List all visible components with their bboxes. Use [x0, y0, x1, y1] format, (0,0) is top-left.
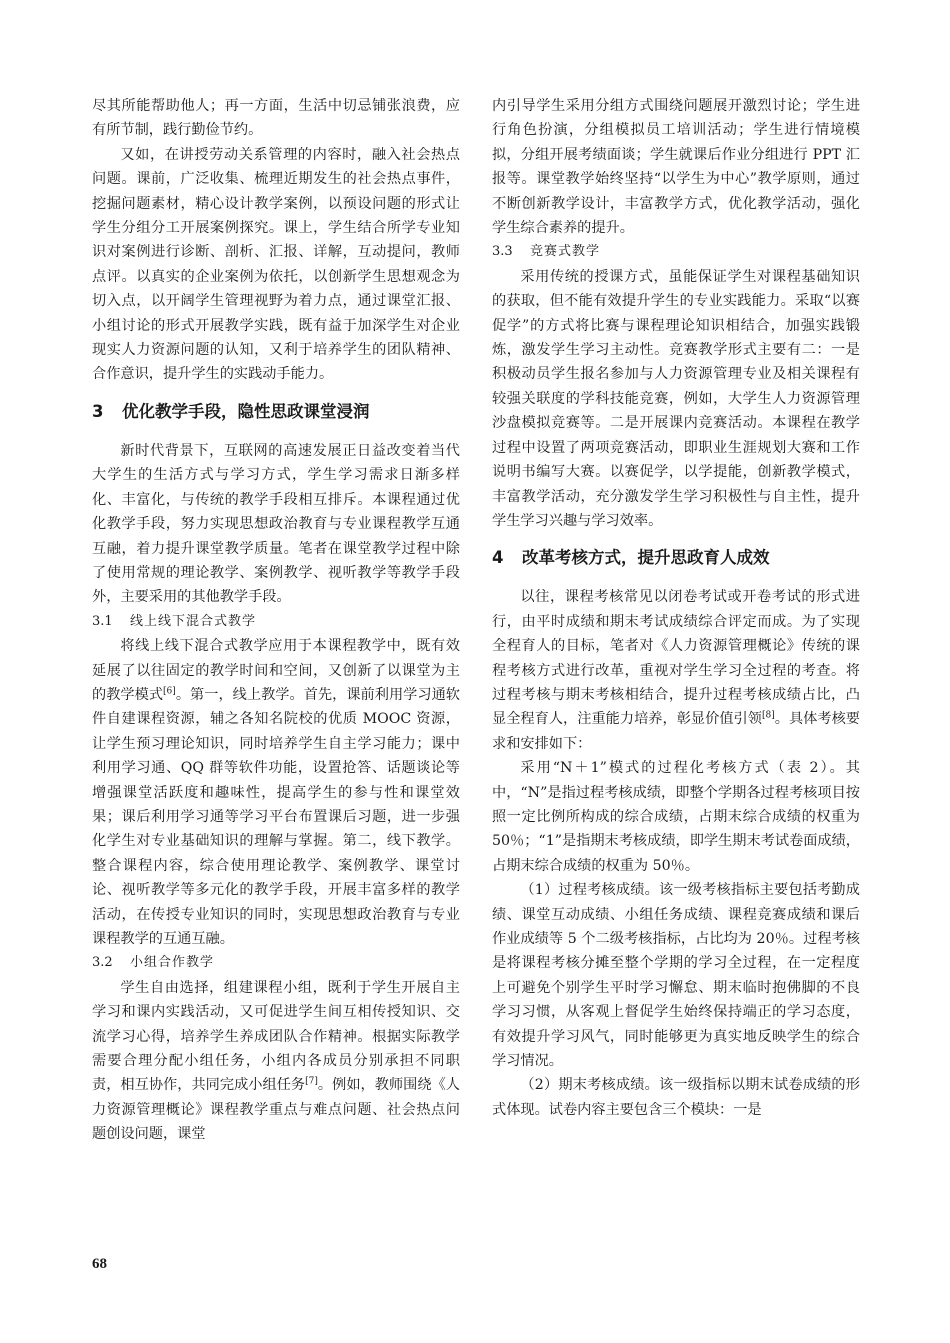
subsection-number: 3.1 — [92, 613, 113, 629]
section-number: 3 — [92, 401, 104, 421]
subsection-title: 竞赛式教学 — [530, 244, 601, 260]
right-column — [492, 94, 860, 1122]
subsection-number: 3.3 — [492, 244, 513, 260]
paragraph-text: 学生自由选择，组建课程小组，既利于学生开展自主学习和课内实践活动，又可促进学生间互相传授知识、交流学习心得，培养学生养成团队合作精神。根据实际教学需要合理分配小组任务，小组内各成员分别承担不同职责，相互协作，共同完成小组任务 — [92, 979, 460, 1094]
paragraph-blended-teaching — [92, 634, 460, 951]
subsection-title: 线上线下混合式教学 — [130, 613, 257, 629]
paragraph-text: 。具体考核要求和安排如下： — [492, 711, 860, 752]
paragraph-final-assessment: （2）期末考核成绩。该一级指标以期末试卷成绩的形式体现。试卷内容主要包含三个模块：一是 — [492, 1077, 860, 1118]
section-3-heading — [92, 399, 460, 425]
subsection-3-1-heading — [92, 610, 460, 634]
left-column — [92, 94, 460, 1147]
subsection-title: 小组合作教学 — [130, 955, 215, 971]
paragraph-text: 以往，课程考核常见以闭卷考试或开卷考试的形式进行，由平时成绩和期末考试成绩综合评定而成。为了实现全程育人的目标，笔者对《人力资源管理概论》传统的课程考核方式进行改革，重视对学生学习全过程的考查。将过程考核与期末考核相结合，提升过程考核成绩占比，凸显全程育人，注重能力培养，彰显价值引领 — [492, 589, 860, 728]
citation-ref-7[interactable]: [7] — [305, 1076, 318, 1087]
paragraph-text: 。例如，教师围绕《人力资源管理概论》课程教学重点与难点问题、社会热点问题创设问题，课堂 — [92, 1077, 460, 1143]
paragraph-competition-teaching: 采用传统的授课方式，虽能保证学生对课程基础知识的获取，但不能有效提升学生的专业实践能力。采取“以赛促学”的方式将比赛与课程理论知识相结合，加强实践锻炼，激发学生学习主动性。竞赛教学形式主要有二：一是积极动员学生报名参加与人力资源管理专业及相关课程有较强关联度的学科技能竞赛，例如，大学生人力资源管理沙盘模拟竞赛等。二是开展课内竞赛活动。本课程在教学过程中设置了两项竞赛活动，即职业生涯规划大赛和工作说明书编写大赛。以赛促学，以学提能，创新教学模式，丰富教学活动，充分激发学生学习积极性与自主性，提升学生学习兴趣与学习效率。 — [492, 268, 860, 529]
paragraph-text: 。第一，线上教学。首先，课前利用学习通软件自建课程资源，辅之各知名院校的优质 MOOC 资源，让学生预习理论知识，同时培养学生自主学习能力；课中利用学习通、QQ 群等软件功能，设置抢答、话题谈论等增强课堂活跃度和趣味性，提高学生的参与性和课堂效果；课后利用学习通等学习平台布置课后习题，进一步强化学生对专业基础知识的理解与掌握。第二，线下教学。整合课程内容，综合使用理论教学、案例教学、课堂讨论、视听教学等多元化的教学手段，开展丰富多样的教学活动，在传授专业知识的同时，实现思想政治教育与专业课程教学的互通互融。 — [92, 686, 460, 947]
section-4-heading — [492, 545, 860, 571]
page-number: 68 — [92, 1256, 107, 1272]
citation-ref-8[interactable]: [8] — [761, 710, 775, 721]
section-title: 改革考核方式，提升思政育人成效 — [522, 548, 770, 568]
paragraph-assessment-reform — [492, 585, 860, 756]
subsection-3-2-heading — [92, 951, 460, 975]
citation-ref-6[interactable]: [6] — [163, 686, 176, 697]
paragraph-n-plus-1-mode: 采用“N＋1”模式的过程化考核方式（表 2）。其中，“N”是指过程考核成绩，即整个学期各过程考核项目按照一定比例所构成的综合成绩，占期末综合成绩的权重为 50％；“1”是指期末考核成绩，即学生期末考试卷面成绩，占期末综合成绩的权重为 50％。 — [492, 760, 860, 874]
paragraph-continuation: 尽其所能帮助他人；再一方面，生活中切忌铺张浪费，应有所节制，践行勤俭节约。 — [92, 98, 460, 139]
section-number: 4 — [492, 548, 504, 568]
paragraph-group-continuation: 内引导学生采用分组方式围绕问题展开激烈讨论；学生进行角色扮演，分组模拟员工培训活动；学生进行情境模拟，分组开展考绩面谈；学生就课后作业分组进行 PPT 汇报等。课堂教学始终坚持“以学生为中心”教学原则，通过不断创新教学设计，丰富教学方式，优化教学活动，强化学生综合素养的提升。 — [492, 98, 860, 237]
subsection-number: 3.2 — [92, 955, 113, 971]
paragraph-process-assessment: （1）过程考核成绩。该一级考核指标主要包括考勤成绩、课堂互动成绩、小组任务成绩、课程竞赛成绩和课后作业成绩等 5 个二级考核指标，占比均为 20％。过程考核是将课程考核分摊至整个学期的学习全过程，在一定程度上可避免个别学生平时学习懈怠、期末临时抱佛脚的不良学习习惯，从客观上督促学生始终保持端正的学习态度，有效提升学习风气，同时能够更为真实地反映学生的综合学习情况。 — [492, 882, 860, 1070]
subsection-3-3-heading — [492, 240, 860, 264]
paragraph-group-teaching — [92, 976, 460, 1147]
section-title: 优化教学手段，隐性思政课堂浸润 — [122, 401, 370, 421]
paragraph-text: 将线上线下混合式教学应用于本课程教学中，既有效延展了以往固定的教学时间和空间，又创新了以课堂为主的教学模式 — [92, 638, 460, 703]
paragraph-labor-relations: 又如，在讲授劳动关系管理的内容时，融入社会热点问题。课前，广泛收集、梳理近期发生的社会热点事件，挖掘问题素材，精心设计教学案例，以预设问题的形式让学生分组分工开展案例探究。课上，学生结合所学专业知识对案例进行诊断、剖析、汇报、详解，互动提问，教师点评。以真实的企业案例为依托，以创新学生思想观念为切入点，以开阔学生管理视野为着力点，通过课堂汇报、小组讨论的形式开展教学实践，既有益于加深学生对企业现实人力资源问题的认知，又利于培养学生的团队精神、合作意识，提升学生的实践动手能力。 — [92, 146, 460, 383]
paragraph-section-3-intro: 新时代背景下，互联网的高速发展正日益改变着当代大学生的生活方式与学习方式，学生学习需求日渐多样化、丰富化，与传统的教学手段相互排斥。本课程通过优化教学手段，努力实现思想政治教育与专业课程教学互通互融，着力提升课堂教学质量。笔者在课堂教学过程中除了使用常规的理论教学、案例教学、视听教学等教学手段外，主要采用的其他教学手段。 — [92, 442, 460, 606]
